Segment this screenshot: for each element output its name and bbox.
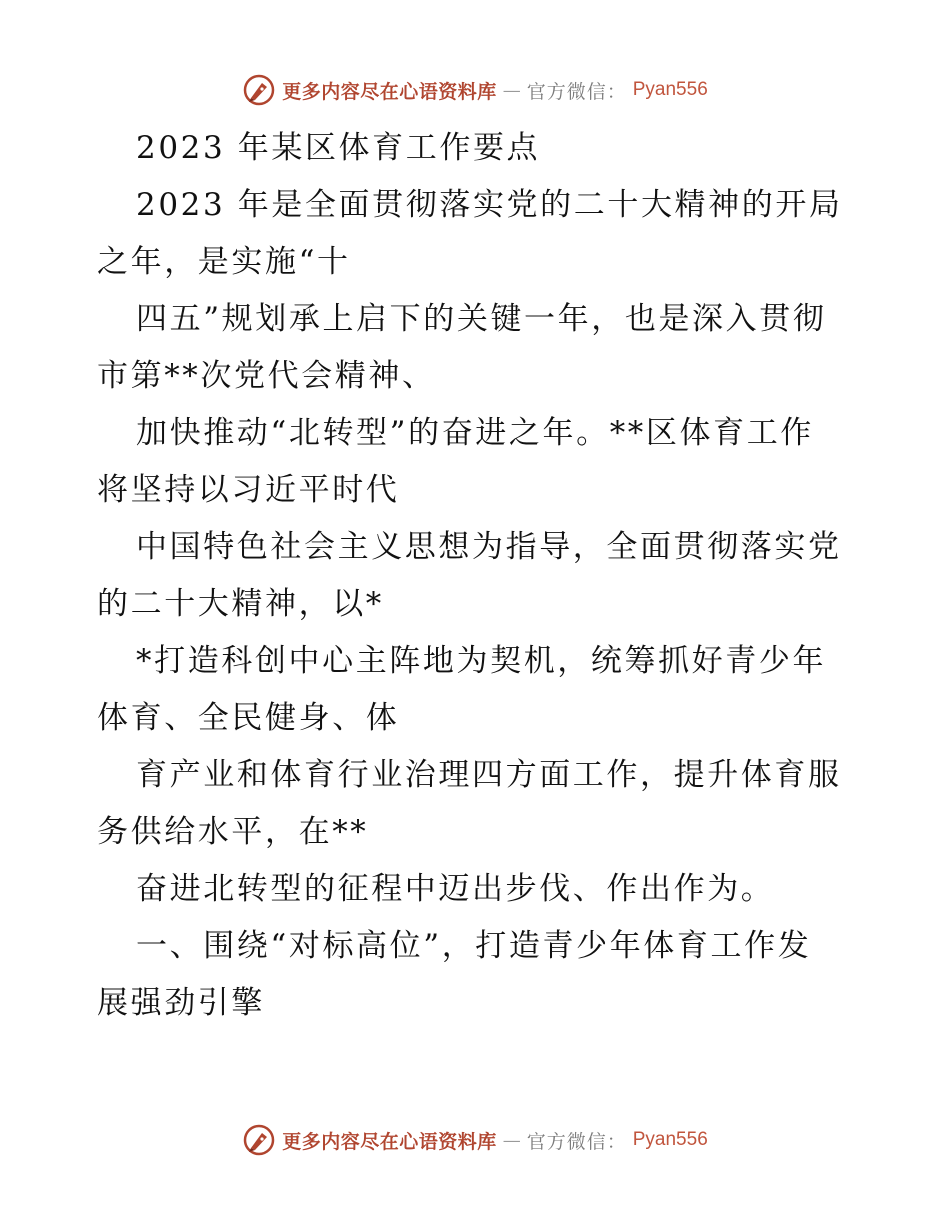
text-line: 奋进北转型的征程中迈出步伐、作出作为。 bbox=[136, 871, 775, 907]
text-line: 2023 年是全面贯彻落实党的二十大精神的开局 bbox=[136, 187, 843, 223]
text-line: 四五”规划承上启下的关键一年，也是深入贯彻 bbox=[136, 301, 827, 337]
watermark-account: Pyan556 bbox=[632, 79, 708, 100]
header-watermark bbox=[0, 70, 950, 110]
text-line: 中国特色社会主义思想为指导，全面贯彻落实党 bbox=[136, 529, 842, 565]
watermark-separator: — bbox=[502, 1129, 521, 1151]
text-line: 育产业和体育行业治理四方面工作，提升体育服 bbox=[136, 757, 842, 793]
watermark-official-label: 官方微信： bbox=[526, 1130, 627, 1153]
text-line: 之年，是实施“十 bbox=[97, 244, 351, 280]
document-body bbox=[97, 120, 857, 1032]
text-line: 务供给水平，在** bbox=[97, 814, 369, 850]
text-line: *打造科创中心主阵地为契机，统筹抓好青少年 bbox=[136, 643, 827, 679]
text-line: 的二十大精神，以* bbox=[97, 586, 384, 622]
watermark-account: Pyan556 bbox=[632, 1129, 708, 1150]
pen-nib-logo-icon bbox=[242, 73, 276, 107]
section-heading-line: 一、围绕“对标高位”，打造青少年体育工作发 bbox=[136, 928, 812, 964]
section-heading-line: 展强劲引擎 bbox=[97, 985, 265, 1021]
document-title: 2023 年某区体育工作要点 bbox=[136, 130, 541, 166]
watermark-brand: 更多内容尽在心语资料库 bbox=[282, 1130, 497, 1153]
text-line: 加快推动“北转型”的奋进之年。**区体育工作 bbox=[136, 415, 814, 451]
watermark-official-label: 官方微信： bbox=[526, 80, 627, 103]
text-line: 体育、全民健身、体 bbox=[97, 700, 400, 736]
watermark-separator: — bbox=[502, 79, 521, 101]
footer-watermark bbox=[0, 1120, 950, 1160]
text-line: 市第**次党代会精神、 bbox=[97, 358, 436, 394]
watermark-brand: 更多内容尽在心语资料库 bbox=[282, 80, 497, 103]
pen-nib-logo-icon bbox=[242, 1123, 276, 1157]
text-line: 将坚持以习近平时代 bbox=[97, 472, 400, 508]
